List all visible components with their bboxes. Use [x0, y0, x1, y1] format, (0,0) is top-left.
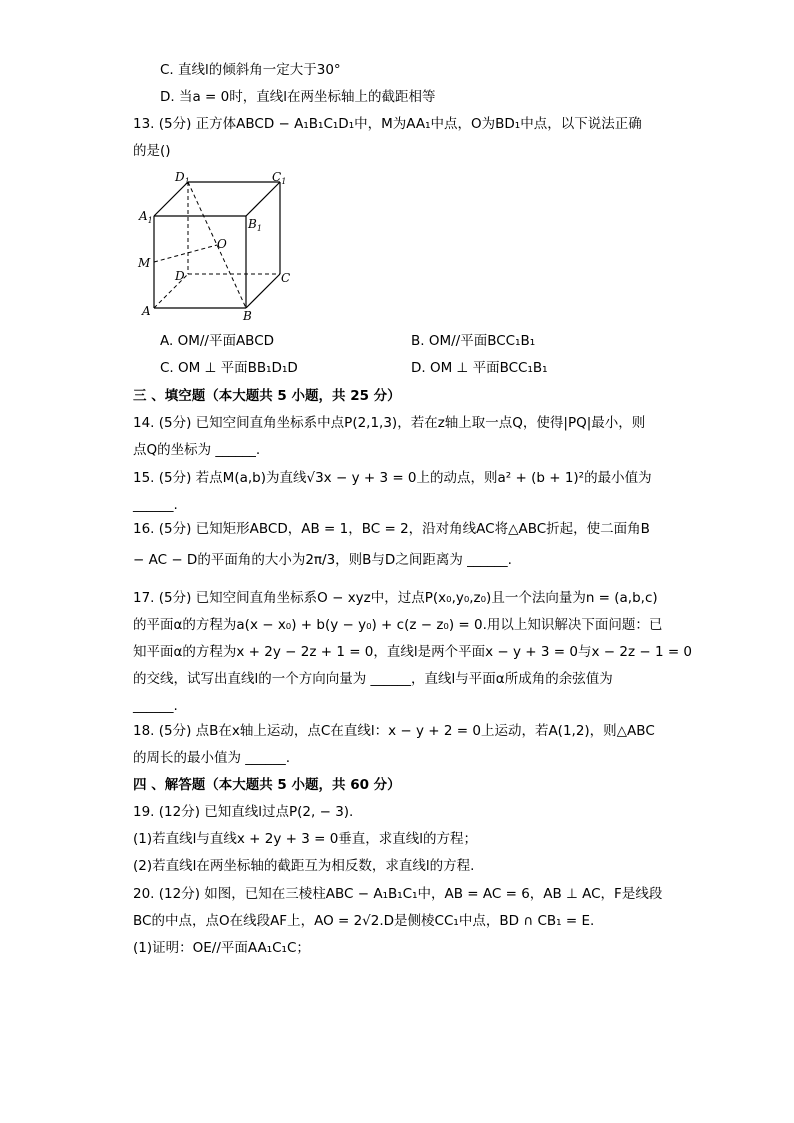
- q20-line2: BC的中点，点O在线段AF上，AO = 2√2.D是侧棱CC₁中点，BD ∩ CB₁ = E.: [133, 913, 595, 929]
- section-4-heading: 四 、解答题（本大题共 5 小题，共 60 分）: [133, 777, 401, 793]
- edge-a1d1: [154, 182, 188, 216]
- q13-stem-line1: 13. (5分) 正方体ABCD − A₁B₁C₁D₁中，M为AA₁中点，O为BD₁中点，以下说法正确: [133, 116, 642, 132]
- q14-line1: 14. (5分) 已知空间直角坐标系中点P(2,1,3)，若在z轴上取一点Q，使得|PQ|最小，则: [133, 415, 646, 431]
- q13-option-c: C. OM ⊥ 平面BB₁D₁D: [160, 360, 298, 376]
- q13-option-d: D. OM ⊥ 平面BCC₁B₁: [411, 360, 548, 376]
- q16-line2: − AC − D的平面角的大小为2π/3，则B与D之间距离为 ______.: [133, 552, 512, 568]
- q15-line1: 15. (5分) 若点M(a,b)为直线√3x − y + 3 = 0上的动点，则a² + (b + 1)²的最小值为: [133, 470, 652, 486]
- q14-line2: 点Q的坐标为 ______.: [133, 442, 261, 458]
- label-c: C: [281, 271, 291, 285]
- label-a1: $A_1$: [139, 209, 153, 225]
- q13-option-a: A. OM//平面ABCD: [160, 333, 275, 349]
- label-d1: $D_1$: [175, 170, 190, 186]
- label-b: B: [243, 309, 252, 323]
- label-b1: $B_1$: [248, 217, 262, 233]
- q12-option-c: C. 直线l的倾斜角一定大于30°: [160, 62, 341, 78]
- q18-line2: 的周长的最小值为 ______.: [133, 750, 291, 766]
- edge-b1c1: [246, 182, 280, 216]
- q19-stem: 19. (12分) 已知直线l过点P(2, − 3).: [133, 804, 354, 820]
- q19-part1: (1)若直线l与直线x + 2y + 3 = 0垂直，求直线l的方程；: [133, 831, 478, 847]
- label-c1: $C_1$: [272, 170, 287, 186]
- q19-part2: (2)若直线l在两坐标轴的截距互为相反数，求直线l的方程.: [133, 858, 475, 874]
- label-o: O: [217, 237, 227, 251]
- q12-option-d: D. 当a = 0时，直线l在两坐标轴上的截距相等: [160, 89, 436, 105]
- q17-line3: 知平面α的方程为x + 2y − 2z + 1 = 0，直线l是两个平面x − y + 3 = 0与x − 2z − 1 = 0: [133, 644, 693, 660]
- q15-line2: ______.: [133, 497, 178, 513]
- q16-line1: 16. (5分) 已知矩形ABCD，AB = 1，BC = 2，沿对角线AC将△ABC折起，使二面角B: [133, 521, 650, 537]
- q18-line1: 18. (5分) 点B在x轴上运动，点C在直线l：x − y + 2 = 0上运动，若A(1,2)，则△ABC: [133, 723, 655, 739]
- label-a: A: [142, 304, 151, 318]
- q17-line4: 的交线，试写出直线l的一个方向向量为 ______，直线l与平面α所成角的余弦值为: [133, 671, 613, 687]
- section-3-heading: 三 、填空题（本大题共 5 小题，共 25 分）: [133, 388, 401, 404]
- q17-line1: 17. (5分) 已知空间直角坐标系O − xyz中，过点P(x₀,y₀,z₀)且一个法向量为n = (a,b,c): [133, 590, 658, 606]
- segment-om: [154, 245, 217, 262]
- label-m: M: [138, 256, 151, 270]
- q17-line5: ______.: [133, 698, 178, 714]
- q17-line2: 的平面α的方程为a(x − x₀) + b(y − y₀) + c(z − z₀) = 0.用以上知识解决下面问题：已: [133, 617, 663, 633]
- q20-line1: 20. (12分) 如图，已知在三棱柱ABC − A₁B₁C₁中，AB = AC = 6，AB ⊥ AC，F是线段: [133, 886, 663, 902]
- edge-bc: [246, 274, 280, 308]
- q13-stem-line2: 的是(): [133, 143, 171, 159]
- q13-option-b: B. OM//平面BCC₁B₁: [411, 333, 536, 349]
- label-d: D: [175, 269, 185, 283]
- q20-part1: (1)证明：OE//平面AA₁C₁C；: [133, 940, 310, 956]
- cube-figure: [133, 168, 303, 328]
